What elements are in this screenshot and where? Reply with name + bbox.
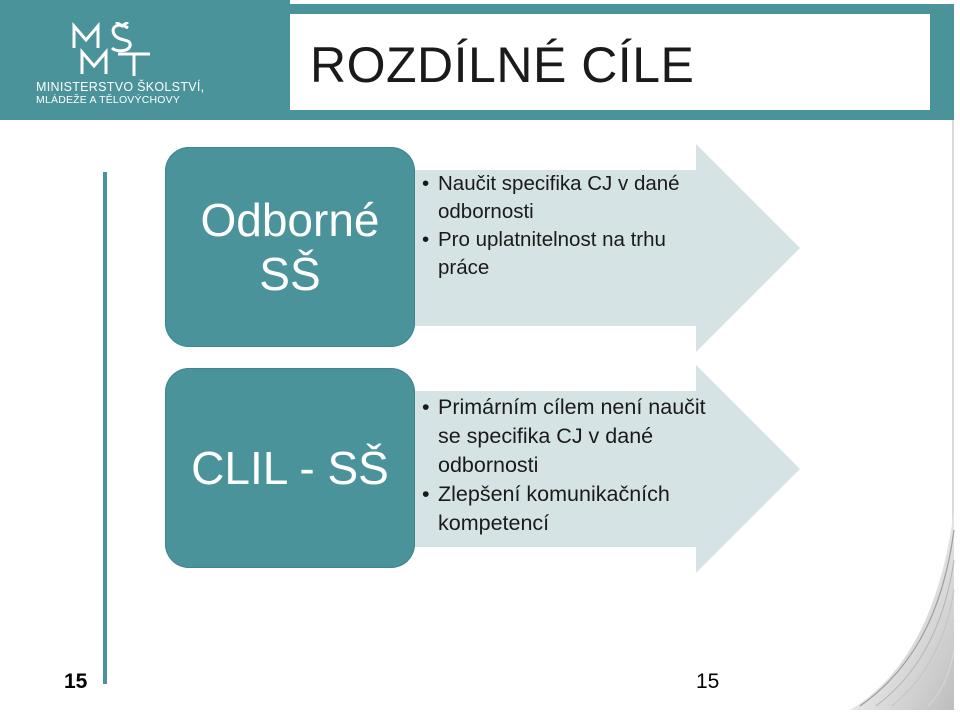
page-number-right: 15: [696, 670, 720, 693]
category-label: [165, 147, 415, 347]
header: [0, 0, 960, 120]
category-label-line: SŠ: [259, 248, 321, 300]
slide-title: ROZDÍLNÉ CÍLE: [310, 37, 695, 93]
category-label: [165, 368, 415, 568]
page-number-left: 15: [64, 670, 88, 693]
left-accent-line: [103, 172, 107, 684]
msmt-logo: [0, 0, 290, 120]
category-card-odborne: [165, 147, 415, 347]
bullet-item: • Pro uplatnitelnost na trhu práce: [420, 226, 710, 282]
bullet-item: • Primárním cílem není naučit se specifika CJ v dané odbornosti: [420, 393, 720, 480]
logo-text-line1: MINISTERSTVO ŠKOLSTVÍ,: [36, 80, 205, 94]
category-label-line: CLIL - SŠ: [191, 442, 389, 494]
category-card-clil: [165, 368, 415, 568]
msmt-monogram-icon: [70, 22, 160, 78]
bullet-item: • Zlepšení komunikačních kompetencí: [420, 480, 720, 538]
bullet-item: • Naučit specifika CJ v dané odbornosti: [420, 170, 710, 226]
category-label-line: Odborné: [200, 194, 380, 246]
logo-text-line2: MLÁDEŽE A TĚLOVÝCHOVY: [36, 94, 181, 106]
bullet-list-1: [420, 170, 710, 282]
bullet-list-2: [420, 393, 720, 538]
page-curl-icon: [830, 510, 960, 716]
title-box: [290, 14, 930, 110]
